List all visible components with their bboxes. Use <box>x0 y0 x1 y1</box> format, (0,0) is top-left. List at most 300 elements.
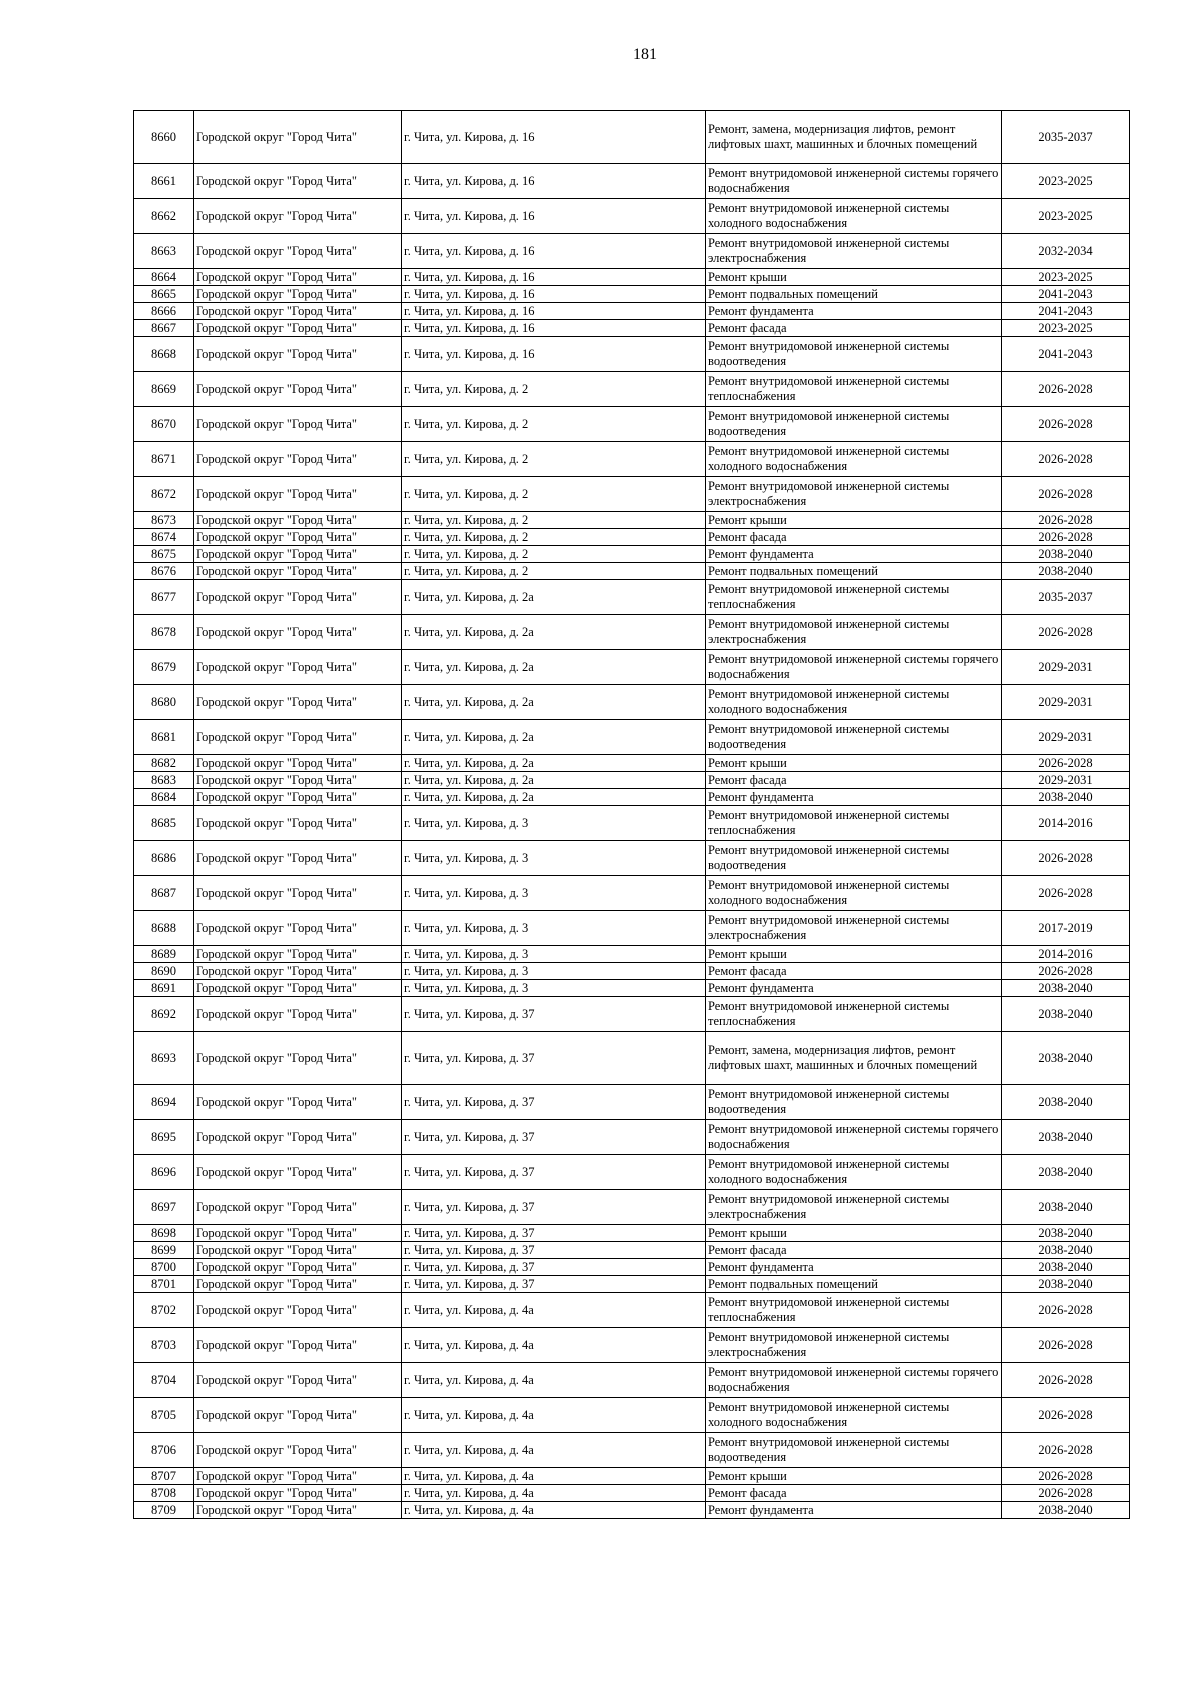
address-cell: г. Чита, ул. Кирова, д. 2а <box>402 789 706 806</box>
municipality-cell: Городской округ "Город Чита" <box>194 111 402 164</box>
municipality-cell: Городской округ "Город Чита" <box>194 1259 402 1276</box>
table-row <box>134 720 1130 755</box>
municipality-cell: Городской округ "Город Чита" <box>194 580 402 615</box>
table-row <box>134 946 1130 963</box>
row-number-cell: 8669 <box>134 372 194 407</box>
table-row <box>134 789 1130 806</box>
period-cell: 2026-2028 <box>1002 1433 1130 1468</box>
row-number-cell: 8707 <box>134 1468 194 1485</box>
table-row <box>134 1468 1130 1485</box>
row-number-cell: 8685 <box>134 806 194 841</box>
row-number-cell: 8709 <box>134 1502 194 1519</box>
table-row <box>134 1259 1130 1276</box>
work-type-cell: Ремонт внутридомовой инженерной системы электроснабжения <box>706 477 1002 512</box>
address-cell: г. Чита, ул. Кирова, д. 4а <box>402 1363 706 1398</box>
table-row <box>134 111 1130 164</box>
municipality-cell: Городской округ "Город Чита" <box>194 164 402 199</box>
municipality-cell: Городской округ "Город Чита" <box>194 980 402 997</box>
work-type-cell: Ремонт фундамента <box>706 1259 1002 1276</box>
address-cell: г. Чита, ул. Кирова, д. 16 <box>402 269 706 286</box>
address-cell: г. Чита, ул. Кирова, д. 2а <box>402 755 706 772</box>
municipality-cell: Городской округ "Город Чита" <box>194 407 402 442</box>
address-cell: г. Чита, ул. Кирова, д. 2а <box>402 615 706 650</box>
address-cell: г. Чита, ул. Кирова, д. 3 <box>402 946 706 963</box>
table-row <box>134 512 1130 529</box>
period-cell: 2035-2037 <box>1002 111 1130 164</box>
work-type-cell: Ремонт внутридомовой инженерной системы теплоснабжения <box>706 806 1002 841</box>
period-cell: 2038-2040 <box>1002 1190 1130 1225</box>
work-type-cell: Ремонт внутридомовой инженерной системы водоотведения <box>706 337 1002 372</box>
municipality-cell: Городской округ "Город Чита" <box>194 911 402 946</box>
municipality-cell: Городской округ "Город Чита" <box>194 1225 402 1242</box>
table-row <box>134 911 1130 946</box>
repair-schedule-table <box>133 110 1130 1519</box>
work-type-cell: Ремонт фасада <box>706 963 1002 980</box>
table-row <box>134 477 1130 512</box>
table-row <box>134 1433 1130 1468</box>
address-cell: г. Чита, ул. Кирова, д. 16 <box>402 111 706 164</box>
work-type-cell: Ремонт внутридомовой инженерной системы холодного водоснабжения <box>706 1398 1002 1433</box>
row-number-cell: 8684 <box>134 789 194 806</box>
work-type-cell: Ремонт внутридомовой инженерной системы водоотведения <box>706 1433 1002 1468</box>
municipality-cell: Городской округ "Город Чита" <box>194 286 402 303</box>
municipality-cell: Городской округ "Город Чита" <box>194 337 402 372</box>
work-type-cell: Ремонт крыши <box>706 1225 1002 1242</box>
work-type-cell: Ремонт крыши <box>706 512 1002 529</box>
table-row <box>134 997 1130 1032</box>
table-row <box>134 685 1130 720</box>
work-type-cell: Ремонт внутридомовой инженерной системы горячего водоснабжения <box>706 1363 1002 1398</box>
work-type-cell: Ремонт внутридомовой инженерной системы теплоснабжения <box>706 372 1002 407</box>
municipality-cell: Городской округ "Город Чита" <box>194 789 402 806</box>
table-row <box>134 650 1130 685</box>
municipality-cell: Городской округ "Город Чита" <box>194 1155 402 1190</box>
table-row <box>134 755 1130 772</box>
row-number-cell: 8662 <box>134 199 194 234</box>
municipality-cell: Городской округ "Город Чита" <box>194 1502 402 1519</box>
row-number-cell: 8667 <box>134 320 194 337</box>
period-cell: 2026-2028 <box>1002 1398 1130 1433</box>
period-cell: 2023-2025 <box>1002 199 1130 234</box>
row-number-cell: 8699 <box>134 1242 194 1259</box>
address-cell: г. Чита, ул. Кирова, д. 4а <box>402 1468 706 1485</box>
row-number-cell: 8665 <box>134 286 194 303</box>
period-cell: 2029-2031 <box>1002 720 1130 755</box>
address-cell: г. Чита, ул. Кирова, д. 2а <box>402 580 706 615</box>
table-row <box>134 980 1130 997</box>
work-type-cell: Ремонт внутридомовой инженерной системы электроснабжения <box>706 1328 1002 1363</box>
work-type-cell: Ремонт фундамента <box>706 980 1002 997</box>
address-cell: г. Чита, ул. Кирова, д. 3 <box>402 963 706 980</box>
row-number-cell: 8687 <box>134 876 194 911</box>
municipality-cell: Городской округ "Город Чита" <box>194 1276 402 1293</box>
municipality-cell: Городской округ "Город Чита" <box>194 1293 402 1328</box>
municipality-cell: Городской округ "Город Чита" <box>194 1433 402 1468</box>
row-number-cell: 8679 <box>134 650 194 685</box>
period-cell: 2038-2040 <box>1002 563 1130 580</box>
period-cell: 2026-2028 <box>1002 1363 1130 1398</box>
row-number-cell: 8705 <box>134 1398 194 1433</box>
row-number-cell: 8672 <box>134 477 194 512</box>
period-cell: 2038-2040 <box>1002 1242 1130 1259</box>
period-cell: 2038-2040 <box>1002 997 1130 1032</box>
period-cell: 2038-2040 <box>1002 1225 1130 1242</box>
municipality-cell: Городской округ "Город Чита" <box>194 477 402 512</box>
period-cell: 2038-2040 <box>1002 1259 1130 1276</box>
work-type-cell: Ремонт внутридомовой инженерной системы горячего водоснабжения <box>706 650 1002 685</box>
period-cell: 2026-2028 <box>1002 477 1130 512</box>
period-cell: 2026-2028 <box>1002 841 1130 876</box>
table-row <box>134 337 1130 372</box>
period-cell: 2038-2040 <box>1002 1085 1130 1120</box>
row-number-cell: 8695 <box>134 1120 194 1155</box>
work-type-cell: Ремонт внутридомовой инженерной системы электроснабжения <box>706 911 1002 946</box>
row-number-cell: 8676 <box>134 563 194 580</box>
address-cell: г. Чита, ул. Кирова, д. 4а <box>402 1485 706 1502</box>
table-row <box>134 286 1130 303</box>
address-cell: г. Чита, ул. Кирова, д. 37 <box>402 1120 706 1155</box>
row-number-cell: 8671 <box>134 442 194 477</box>
address-cell: г. Чита, ул. Кирова, д. 37 <box>402 1085 706 1120</box>
row-number-cell: 8681 <box>134 720 194 755</box>
work-type-cell: Ремонт фасада <box>706 772 1002 789</box>
period-cell: 2026-2028 <box>1002 615 1130 650</box>
row-number-cell: 8682 <box>134 755 194 772</box>
work-type-cell: Ремонт фундамента <box>706 303 1002 320</box>
period-cell: 2014-2016 <box>1002 806 1130 841</box>
period-cell: 2026-2028 <box>1002 512 1130 529</box>
table-row <box>134 1190 1130 1225</box>
address-cell: г. Чита, ул. Кирова, д. 4а <box>402 1398 706 1433</box>
period-cell: 2029-2031 <box>1002 772 1130 789</box>
row-number-cell: 8691 <box>134 980 194 997</box>
period-cell: 2026-2028 <box>1002 755 1130 772</box>
municipality-cell: Городской округ "Город Чита" <box>194 512 402 529</box>
address-cell: г. Чита, ул. Кирова, д. 16 <box>402 234 706 269</box>
municipality-cell: Городской округ "Город Чита" <box>194 997 402 1032</box>
work-type-cell: Ремонт внутридомовой инженерной системы горячего водоснабжения <box>706 1120 1002 1155</box>
address-cell: г. Чита, ул. Кирова, д. 2 <box>402 477 706 512</box>
period-cell: 2026-2028 <box>1002 442 1130 477</box>
row-number-cell: 8666 <box>134 303 194 320</box>
table-row <box>134 199 1130 234</box>
period-cell: 2017-2019 <box>1002 911 1130 946</box>
period-cell: 2038-2040 <box>1002 980 1130 997</box>
table-row <box>134 529 1130 546</box>
work-type-cell: Ремонт фасада <box>706 1485 1002 1502</box>
table-row <box>134 372 1130 407</box>
work-type-cell: Ремонт внутридомовой инженерной системы холодного водоснабжения <box>706 876 1002 911</box>
table-row <box>134 546 1130 563</box>
work-type-cell: Ремонт внутридомовой инженерной системы водоотведения <box>706 720 1002 755</box>
address-cell: г. Чита, ул. Кирова, д. 37 <box>402 1190 706 1225</box>
row-number-cell: 8661 <box>134 164 194 199</box>
row-number-cell: 8675 <box>134 546 194 563</box>
municipality-cell: Городской округ "Город Чита" <box>194 1120 402 1155</box>
municipality-cell: Городской округ "Город Чита" <box>194 806 402 841</box>
work-type-cell: Ремонт внутридомовой инженерной системы водоотведения <box>706 407 1002 442</box>
work-type-cell: Ремонт внутридомовой инженерной системы холодного водоснабжения <box>706 1155 1002 1190</box>
work-type-cell: Ремонт фундамента <box>706 546 1002 563</box>
period-cell: 2023-2025 <box>1002 320 1130 337</box>
municipality-cell: Городской округ "Город Чита" <box>194 1485 402 1502</box>
table-row <box>134 580 1130 615</box>
municipality-cell: Городской округ "Город Чита" <box>194 841 402 876</box>
address-cell: г. Чита, ул. Кирова, д. 3 <box>402 876 706 911</box>
period-cell: 2041-2043 <box>1002 286 1130 303</box>
municipality-cell: Городской округ "Город Чита" <box>194 563 402 580</box>
table-row <box>134 1398 1130 1433</box>
address-cell: г. Чита, ул. Кирова, д. 3 <box>402 980 706 997</box>
address-cell: г. Чита, ул. Кирова, д. 2 <box>402 407 706 442</box>
address-cell: г. Чита, ул. Кирова, д. 2 <box>402 529 706 546</box>
row-number-cell: 8663 <box>134 234 194 269</box>
row-number-cell: 8683 <box>134 772 194 789</box>
address-cell: г. Чита, ул. Кирова, д. 16 <box>402 303 706 320</box>
work-type-cell: Ремонт подвальных помещений <box>706 286 1002 303</box>
municipality-cell: Городской округ "Город Чита" <box>194 615 402 650</box>
address-cell: г. Чита, ул. Кирова, д. 4а <box>402 1433 706 1468</box>
row-number-cell: 8688 <box>134 911 194 946</box>
period-cell: 2032-2034 <box>1002 234 1130 269</box>
period-cell: 2038-2040 <box>1002 1502 1130 1519</box>
municipality-cell: Городской округ "Город Чита" <box>194 1363 402 1398</box>
period-cell: 2029-2031 <box>1002 685 1130 720</box>
work-type-cell: Ремонт фасада <box>706 529 1002 546</box>
address-cell: г. Чита, ул. Кирова, д. 4а <box>402 1293 706 1328</box>
period-cell: 2026-2028 <box>1002 963 1130 980</box>
table-row <box>134 1242 1130 1259</box>
table-row <box>134 841 1130 876</box>
address-cell: г. Чита, ул. Кирова, д. 2 <box>402 442 706 477</box>
table-row <box>134 1225 1130 1242</box>
row-number-cell: 8690 <box>134 963 194 980</box>
period-cell: 2023-2025 <box>1002 164 1130 199</box>
table-row <box>134 303 1130 320</box>
table-row <box>134 1485 1130 1502</box>
table-row <box>134 320 1130 337</box>
address-cell: г. Чита, ул. Кирова, д. 2 <box>402 512 706 529</box>
work-type-cell: Ремонт фасада <box>706 320 1002 337</box>
work-type-cell: Ремонт фасада <box>706 1242 1002 1259</box>
address-cell: г. Чита, ул. Кирова, д. 37 <box>402 1259 706 1276</box>
row-number-cell: 8660 <box>134 111 194 164</box>
row-number-cell: 8668 <box>134 337 194 372</box>
address-cell: г. Чита, ул. Кирова, д. 3 <box>402 911 706 946</box>
row-number-cell: 8692 <box>134 997 194 1032</box>
table-row <box>134 1363 1130 1398</box>
table-row <box>134 963 1130 980</box>
period-cell: 2041-2043 <box>1002 337 1130 372</box>
work-type-cell: Ремонт крыши <box>706 1468 1002 1485</box>
work-type-cell: Ремонт внутридомовой инженерной системы водоотведения <box>706 1085 1002 1120</box>
page-number: 181 <box>633 46 657 63</box>
work-type-cell: Ремонт внутридомовой инженерной системы теплоснабжения <box>706 997 1002 1032</box>
municipality-cell: Городской округ "Город Чита" <box>194 320 402 337</box>
row-number-cell: 8701 <box>134 1276 194 1293</box>
period-cell: 2038-2040 <box>1002 546 1130 563</box>
work-type-cell: Ремонт внутридомовой инженерной системы электроснабжения <box>706 615 1002 650</box>
period-cell: 2041-2043 <box>1002 303 1130 320</box>
address-cell: г. Чита, ул. Кирова, д. 2а <box>402 720 706 755</box>
table-row <box>134 563 1130 580</box>
work-type-cell: Ремонт подвальных помещений <box>706 563 1002 580</box>
address-cell: г. Чита, ул. Кирова, д. 16 <box>402 337 706 372</box>
municipality-cell: Городской округ "Город Чита" <box>194 269 402 286</box>
work-type-cell: Ремонт внутридомовой инженерной системы теплоснабжения <box>706 1293 1002 1328</box>
address-cell: г. Чита, ул. Кирова, д. 3 <box>402 841 706 876</box>
table-row <box>134 806 1130 841</box>
table-row <box>134 1032 1130 1085</box>
municipality-cell: Городской округ "Город Чита" <box>194 650 402 685</box>
address-cell: г. Чита, ул. Кирова, д. 37 <box>402 1242 706 1259</box>
period-cell: 2038-2040 <box>1002 1276 1130 1293</box>
row-number-cell: 8680 <box>134 685 194 720</box>
period-cell: 2026-2028 <box>1002 1328 1130 1363</box>
table-row <box>134 1085 1130 1120</box>
row-number-cell: 8700 <box>134 1259 194 1276</box>
table-body <box>134 111 1130 1519</box>
table-row <box>134 1328 1130 1363</box>
municipality-cell: Городской округ "Город Чита" <box>194 685 402 720</box>
address-cell: г. Чита, ул. Кирова, д. 4а <box>402 1502 706 1519</box>
work-type-cell: Ремонт крыши <box>706 755 1002 772</box>
row-number-cell: 8706 <box>134 1433 194 1468</box>
row-number-cell: 8664 <box>134 269 194 286</box>
work-type-cell: Ремонт внутридомовой инженерной системы холодного водоснабжения <box>706 685 1002 720</box>
municipality-cell: Городской округ "Город Чита" <box>194 546 402 563</box>
period-cell: 2026-2028 <box>1002 1468 1130 1485</box>
municipality-cell: Городской округ "Город Чита" <box>194 442 402 477</box>
address-cell: г. Чита, ул. Кирова, д. 37 <box>402 997 706 1032</box>
table-row <box>134 407 1130 442</box>
work-type-cell: Ремонт крыши <box>706 946 1002 963</box>
period-cell: 2029-2031 <box>1002 650 1130 685</box>
work-type-cell: Ремонт фундамента <box>706 789 1002 806</box>
period-cell: 2026-2028 <box>1002 372 1130 407</box>
address-cell: г. Чита, ул. Кирова, д. 37 <box>402 1032 706 1085</box>
municipality-cell: Городской округ "Город Чита" <box>194 946 402 963</box>
municipality-cell: Городской округ "Город Чита" <box>194 234 402 269</box>
period-cell: 2026-2028 <box>1002 529 1130 546</box>
period-cell: 2026-2028 <box>1002 1485 1130 1502</box>
address-cell: г. Чита, ул. Кирова, д. 2 <box>402 372 706 407</box>
municipality-cell: Городской округ "Город Чита" <box>194 1398 402 1433</box>
municipality-cell: Городской округ "Город Чита" <box>194 1032 402 1085</box>
row-number-cell: 8696 <box>134 1155 194 1190</box>
municipality-cell: Городской округ "Город Чита" <box>194 1242 402 1259</box>
period-cell: 2026-2028 <box>1002 876 1130 911</box>
municipality-cell: Городской округ "Город Чита" <box>194 1328 402 1363</box>
row-number-cell: 8697 <box>134 1190 194 1225</box>
table-row <box>134 164 1130 199</box>
address-cell: г. Чита, ул. Кирова, д. 37 <box>402 1225 706 1242</box>
address-cell: г. Чита, ул. Кирова, д. 2 <box>402 546 706 563</box>
row-number-cell: 8689 <box>134 946 194 963</box>
table-row <box>134 772 1130 789</box>
table-row <box>134 1276 1130 1293</box>
period-cell: 2014-2016 <box>1002 946 1130 963</box>
address-cell: г. Чита, ул. Кирова, д. 2а <box>402 772 706 789</box>
address-cell: г. Чита, ул. Кирова, д. 2 <box>402 563 706 580</box>
work-type-cell: Ремонт внутридомовой инженерной системы холодного водоснабжения <box>706 442 1002 477</box>
table-row <box>134 615 1130 650</box>
work-type-cell: Ремонт внутридомовой инженерной системы горячего водоснабжения <box>706 164 1002 199</box>
municipality-cell: Городской округ "Город Чита" <box>194 720 402 755</box>
row-number-cell: 8670 <box>134 407 194 442</box>
period-cell: 2038-2040 <box>1002 1155 1130 1190</box>
municipality-cell: Городской округ "Город Чита" <box>194 529 402 546</box>
address-cell: г. Чита, ул. Кирова, д. 16 <box>402 199 706 234</box>
municipality-cell: Городской округ "Город Чита" <box>194 876 402 911</box>
address-cell: г. Чита, ул. Кирова, д. 2а <box>402 685 706 720</box>
work-type-cell: Ремонт, замена, модернизация лифтов, ремонт лифтовых шахт, машинных и блочных помещений <box>706 111 1002 164</box>
row-number-cell: 8674 <box>134 529 194 546</box>
municipality-cell: Городской округ "Город Чита" <box>194 372 402 407</box>
address-cell: г. Чита, ул. Кирова, д. 16 <box>402 286 706 303</box>
work-type-cell: Ремонт внутридомовой инженерной системы холодного водоснабжения <box>706 199 1002 234</box>
period-cell: 2038-2040 <box>1002 789 1130 806</box>
municipality-cell: Городской округ "Город Чита" <box>194 963 402 980</box>
table-row <box>134 1120 1130 1155</box>
table-row <box>134 876 1130 911</box>
row-number-cell: 8694 <box>134 1085 194 1120</box>
row-number-cell: 8702 <box>134 1293 194 1328</box>
row-number-cell: 8673 <box>134 512 194 529</box>
work-type-cell: Ремонт фундамента <box>706 1502 1002 1519</box>
address-cell: г. Чита, ул. Кирова, д. 37 <box>402 1276 706 1293</box>
period-cell: 2026-2028 <box>1002 1293 1130 1328</box>
row-number-cell: 8708 <box>134 1485 194 1502</box>
work-type-cell: Ремонт внутридомовой инженерной системы электроснабжения <box>706 1190 1002 1225</box>
table-row <box>134 1155 1130 1190</box>
row-number-cell: 8703 <box>134 1328 194 1363</box>
period-cell: 2038-2040 <box>1002 1032 1130 1085</box>
municipality-cell: Городской округ "Город Чита" <box>194 755 402 772</box>
period-cell: 2035-2037 <box>1002 580 1130 615</box>
work-type-cell: Ремонт внутридомовой инженерной системы водоотведения <box>706 841 1002 876</box>
row-number-cell: 8698 <box>134 1225 194 1242</box>
row-number-cell: 8704 <box>134 1363 194 1398</box>
table-row <box>134 1502 1130 1519</box>
work-type-cell: Ремонт крыши <box>706 269 1002 286</box>
work-type-cell: Ремонт подвальных помещений <box>706 1276 1002 1293</box>
work-type-cell: Ремонт внутридомовой инженерной системы теплоснабжения <box>706 580 1002 615</box>
address-cell: г. Чита, ул. Кирова, д. 3 <box>402 806 706 841</box>
municipality-cell: Городской округ "Город Чита" <box>194 1468 402 1485</box>
municipality-cell: Городской округ "Город Чита" <box>194 303 402 320</box>
row-number-cell: 8693 <box>134 1032 194 1085</box>
table-row <box>134 1293 1130 1328</box>
work-type-cell: Ремонт внутридомовой инженерной системы электроснабжения <box>706 234 1002 269</box>
municipality-cell: Городской округ "Город Чита" <box>194 1190 402 1225</box>
period-cell: 2038-2040 <box>1002 1120 1130 1155</box>
address-cell: г. Чита, ул. Кирова, д. 37 <box>402 1155 706 1190</box>
row-number-cell: 8678 <box>134 615 194 650</box>
municipality-cell: Городской округ "Город Чита" <box>194 772 402 789</box>
address-cell: г. Чита, ул. Кирова, д. 2а <box>402 650 706 685</box>
work-type-cell: Ремонт, замена, модернизация лифтов, ремонт лифтовых шахт, машинных и блочных помещений <box>706 1032 1002 1085</box>
municipality-cell: Городской округ "Город Чита" <box>194 1085 402 1120</box>
row-number-cell: 8677 <box>134 580 194 615</box>
period-cell: 2026-2028 <box>1002 407 1130 442</box>
table-row <box>134 269 1130 286</box>
table-row <box>134 442 1130 477</box>
period-cell: 2023-2025 <box>1002 269 1130 286</box>
table-row <box>134 234 1130 269</box>
address-cell: г. Чита, ул. Кирова, д. 16 <box>402 164 706 199</box>
address-cell: г. Чита, ул. Кирова, д. 16 <box>402 320 706 337</box>
